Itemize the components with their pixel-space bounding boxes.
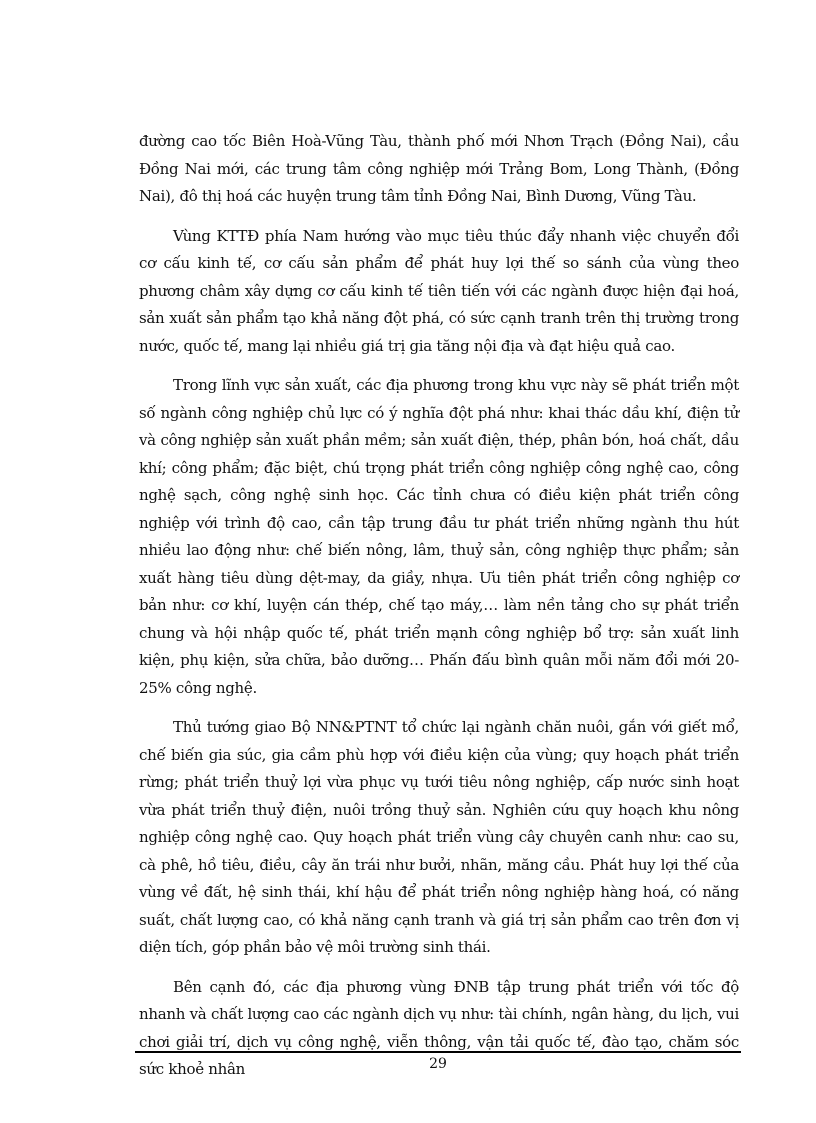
document-body [139,128,739,1096]
paragraph-continued: đường cao tốc Biên Hoà-Vũng Tàu, thành phố mới Nhơn Trạch (Đồng Nai), cầu Đồng Nai mới, các trung tâm công nghiệp mới Trảng Bom, Long Thành, (Đồng Nai), đô thị hoá các huyện trung tâm tỉnh Đồng Nai, Bình Dương, Vũng Tàu. [139,132,739,205]
paragraph-agriculture: Thủ tướng giao Bộ NN&PTNT tổ chức lại ngành chăn nuôi, gắn với giết mổ, chế biến gia súc, gia cầm phù hợp với điều kiện của vùng; quy hoạch phát triển rừng; phát triển thuỷ lợi vừa phục vụ tưới tiêu nông nghiệp, cấp nước sinh hoạt vừa phát triển thuỷ điện, nuôi trồng thuỷ sản. Nghiên cứu quy hoạch khu nông nghiệp công nghệ cao. Quy hoạch phát triển vùng cây chuyên canh như: cao su, cà phê, hồ tiêu, điều, cây ăn trái như bưởi, nhãn, măng cầu. Phát huy lợi thế của vùng về đất, hệ sinh thái, khí hậu để phát triển nông nghiệp hàng hoá, có năng suất, chất lượng cao, có khả năng cạnh tranh và giá trị sản phẩm cao trên đơn vị diện tích, góp phần bảo vệ môi trường sinh thái. [139,718,739,956]
footer-divider [135,1051,741,1053]
page-number: 29 [429,1056,447,1072]
paragraph-production-sector: Trong lĩnh vực sản xuất, các địa phương trong khu vực này sẽ phát triển một số ngành công nghiệp chủ lực có ý nghĩa đột phá như: khai thác dầu khí, điện tử và công nghiệp sản xuất phần mềm; sản xuất điện, thép, phân bón, hoá chất, dầu khí; công phẩm; đặc biệt, chú trọng phát triển công nghiệp công nghệ cao, công nghệ sạch, công nghệ sinh học. Các tỉnh chưa có điều kiện phát triển công nghiệp với trình độ cao, cần tập trung đầu tư phát triển những ngành thu hút nhiều lao động như: chế biến nông, lâm, thuỷ sản, công nghiệp thực phẩm; sản xuất hàng tiêu dùng dệt-may, da giầy, nhựa. Ưu tiên phát triển công nghiệp cơ bản như: cơ khí, luyện cán thép, chế tạo máy,… làm nền tảng cho sự phát triển chung và hội nhập quốc tế, phát triển mạnh công nghiệp bổ trợ: sản xuất linh kiện, phụ kiện, sửa chữa, bảo dưỡng… Phấn đấu bình quân mỗi năm đổi mới 20-25% công nghệ. [139,376,739,697]
paragraph-services: Bên cạnh đó, các địa phương vùng ĐNB tập trung phát triển với tốc độ nhanh và chất lượng cao các ngành dịch vụ như: tài chính, ngân hàng, du lịch, vui chơi giải trí, dịch vụ công nghệ, viễn thông, vận tải quốc tế, đào tạo, chăm sóc sức khoẻ nhân [139,977,739,1078]
paragraph-economic-structure: Vùng KTTĐ phía Nam hướng vào mục tiêu thúc đẩy nhanh việc chuyển đổi cơ cấu kinh tế, cơ cấu sản phẩm để phát huy lợi thế so sánh của vùng theo phương châm xây dựng cơ cấu kinh tế tiên tiến với các ngành được hiện đại hoá, sản xuất sản phẩm tạo khả năng đột phá, có sức cạnh tranh trên thị trường trong nước, quốc tế, mang lại nhiều giá trị gia tăng nội địa và đạt hiệu quả cao. [139,226,739,355]
